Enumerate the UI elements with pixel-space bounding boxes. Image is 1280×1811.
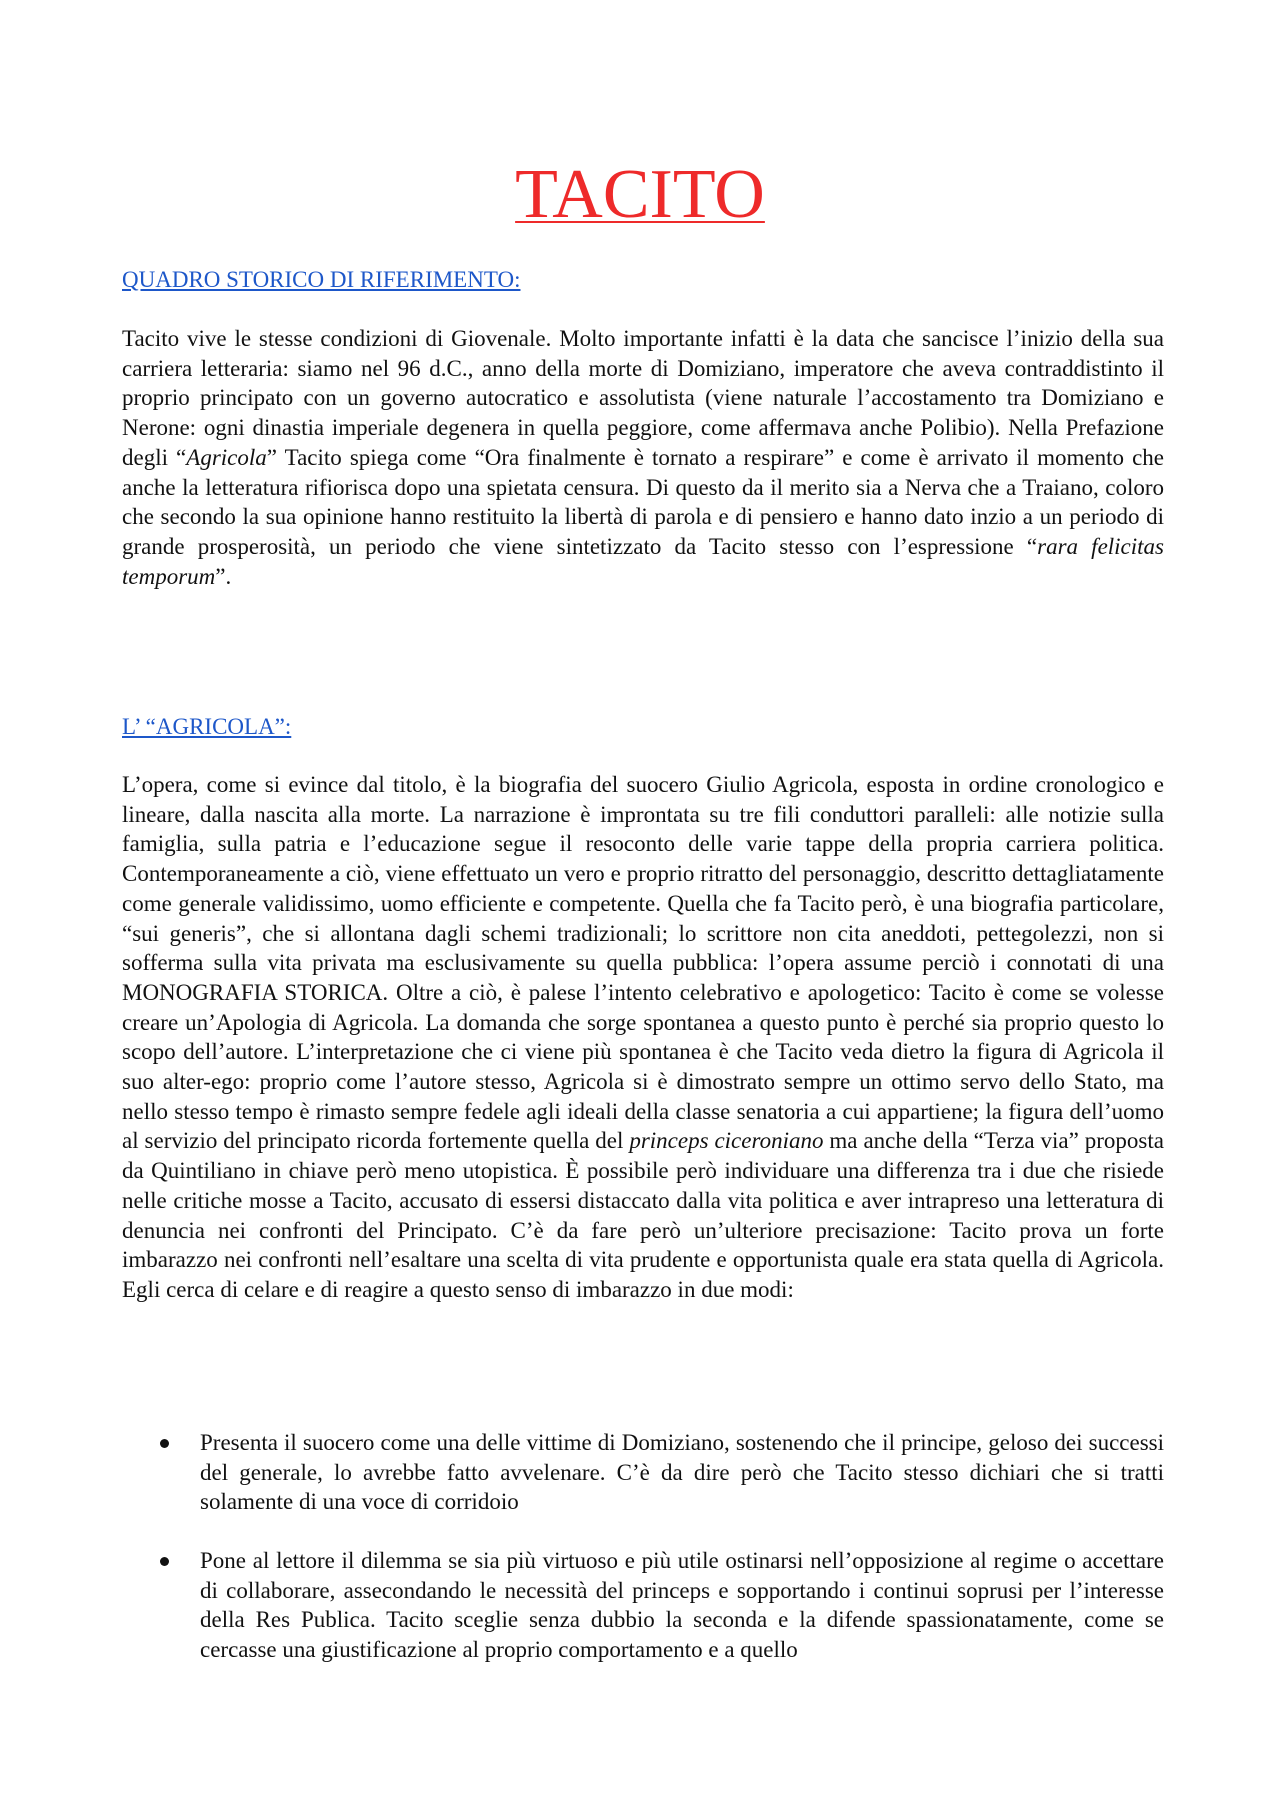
document-title: TACITO: [515, 156, 765, 233]
list-item-text: Pone al lettore il dilemma se sia più virtuoso e più utile ostinarsi nell’opposizione al regime o accettare di collaborare, assecondando le necessità del princeps e sopportando i continui soprusi per l’interesse della Res Publica. Tacito sceglie senza dubbio la seconda e la difende spassionatamente, come se cercasse una giustificazione al proprio comportamento e a quello: [200, 1548, 1164, 1663]
italic-rara-felicitas: rara felicitas temporum: [122, 533, 1164, 589]
italic-princeps-ciceroniano: princeps ciceroniano: [629, 1128, 824, 1154]
paragraph-text: ”.: [215, 563, 232, 589]
paragraph-text: ” Tacito spiega come “Ora finalmente è tornato a respirare” e come è arrivato il momento che anche la letteratura rifiorisca dopo una spietata censura. Di questo da il merito sia a Nerva che a Traiano, coloro che secondo la sua opinione hanno restituito la libertà di parola e di pensiero e hanno dato inzio a un periodo di grande prosperosità, un periodo che viene sintetizzato da Tacito stesso con l’espressione “: [122, 444, 1164, 559]
section-heading-agricola: L’ “AGRICOLA”:: [122, 714, 292, 739]
bullet-icon: [160, 1439, 169, 1448]
paragraph-text: L’opera, come si evince dal titolo, è la biografia del suocero Giulio Agricola, esposta in ordine cronologico e lineare, dalla nascita alla morte. La narrazione è improntata su tre fili conduttori paralleli: alle notizie sulla famiglia, sulla patria e l’educazione segue il resoconto delle varie tappe della propria carriera politica. Contemporaneamente a ciò, viene effettuato un vero e proprio ritratto del personaggio, descritto dettagliatamente come generale validissimo, uomo efficiente e competente. Quella che fa Tacito però, è una biografia particolare, “sui generis”, che si allontana dagli schemi tradizionali; lo scrittore non cita aneddoti, pettegolezzi, non si sofferma sulla vita privata ma esclusivamente su quella pubblica: l’opera assume perciò i connotati di una MONOGRAFIA STORICA. Oltre a ciò, è palese l’intento celebrativo e apologetico: Tacito è come se volesse creare un’Apologia di Agricola. La domanda che sorge spontanea a questo punto è perché sia proprio questo lo scopo dell’autore. L’interpretazione che ci viene più spontanea è che Tacito veda dietro la figura di Agricola il suo alter-ego: proprio come l’autore stesso, Agricola si è dimostrato sempre un ottimo servo dello Stato, ma nello stesso tempo è rimasto sempre fedele agli ideali della classe senatoria a cui appartiene; la figura dell’uomo al servizio del principato ricorda fortemente quella del: [122, 772, 1164, 1154]
paragraph-text: Tacito vive le stesse condizioni di Giovenale. Molto importante infatti è la data che sancisce l’inizio della sua carriera letteraria: siamo nel 96 d.C., anno della morte di Domiziano, imperatore che aveva contraddistinto il proprio principato con un governo autocratico e assolutista (viene naturale l’accostamento tra Domiziano e Nerone: ogni dinastia imperiale degenera in quella peggiore, come affermava anche Polibio). Nella Prefazione degli “: [122, 326, 1164, 470]
italic-agricola: Agricola: [186, 444, 267, 470]
bullet-icon: [160, 1557, 169, 1566]
paragraph-agricola: [122, 770, 1164, 1305]
section-heading-quadro-storico: QUADRO STORICO DI RIFERIMENTO:: [122, 267, 521, 292]
list-item-text: Presenta il suocero come una delle vittime di Domiziano, sostenendo che il principe, geloso dei successi del generale, lo avrebbe fatto avvelenare. C’è da dire però che Tacito stesso dichiari che si tratti solamente di una voce di corridoio: [200, 1430, 1164, 1515]
paragraph-text: ma anche della “Terza via” proposta da Quintiliano in chiave però meno utopistica. È possibile però individuare una differenza tra i due che risiede nelle critiche mosse a Tacito, accusato di essersi distaccato dalla vita politica e aver intrapreso una letteratura di denuncia nei confronti del Principato. C’è da fare però un’ulteriore precisazione: Tacito prova un forte imbarazzo nei confronti nell’esaltare una scelta di vita prudente e opportunista quale era stata quella di Agricola. Egli cerca di celare e di reagire a questo senso di imbarazzo in due modi:: [122, 1128, 1164, 1302]
paragraph-quadro-storico: [122, 324, 1164, 591]
